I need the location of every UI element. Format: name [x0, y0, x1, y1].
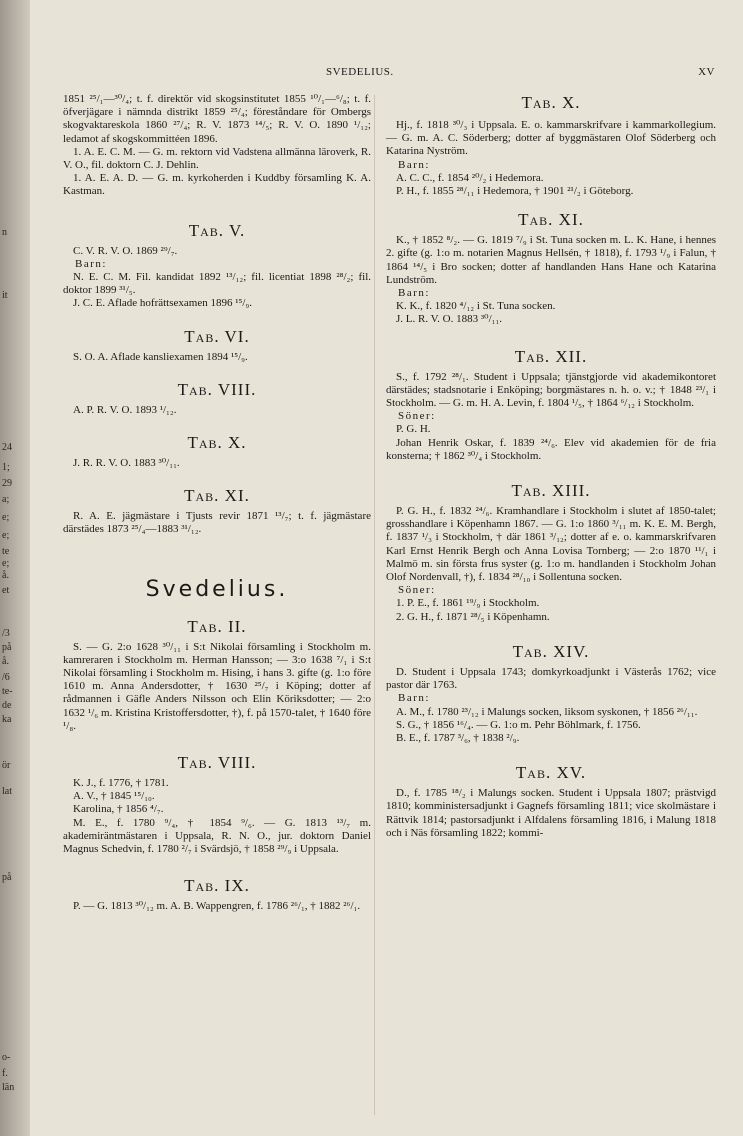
entry-text: S. O. A. Aflade kansliexamen 1894 ¹⁵/₉. [73, 350, 248, 363]
gutter-fragment: e; [2, 512, 10, 523]
column-divider [374, 95, 375, 1115]
entry-text: K., † 1852 ⁸/₂. — G. 1819 ⁷/₉ i St. Tuna socken m. L. K. Hane, i hennes 2. gifte (g. 1:o m. notarien Magnus Hellsén, † 1818), f. 1793 ¹/₉ i Falun, † 1864 ¹⁴/₅ i Bro socken; dotter af handlanden Hans Hane och Katarina Lundström. [386, 234, 716, 286]
children-label: Barn: [75, 257, 107, 270]
tab-heading: Tab. XV. [515, 763, 587, 783]
gutter-fragment: 24 [2, 442, 12, 453]
gutter-fragment: lat [2, 786, 12, 797]
tab-heading: Tab. VI. [184, 326, 250, 346]
gutter-fragment: e; [2, 558, 10, 569]
child-entry: J. L. R. V. O. 1883 ³⁰/₁₁. [396, 313, 503, 326]
gutter-fragment: ka [2, 714, 12, 725]
child-entry: P. G. H. [396, 423, 431, 436]
gutter-fragment: 1; [2, 462, 10, 473]
gutter-fragment: it [2, 290, 8, 301]
tab-heading: Tab. II. [187, 616, 247, 636]
tab-heading: Tab. XI. [518, 210, 584, 230]
entry-text: R. A. E. jägmästare i Tjusts revir 1871 ¹³/₇; t. f. jägmästare därstädes 1873 ²⁵/₄—1883 ³¹/₁₂. [63, 510, 371, 536]
entry-text: Hj., f. 1818 ³⁰/₃ i Uppsala. E. o. kammarskrifvare i kammarkollegium. — G. m. A. C. Söderberg; dotter af byggmästaren Olof Söderberg och Katarina Nyström. [386, 119, 716, 158]
tab-heading: Tab. IX. [184, 876, 250, 896]
entry-text: P. — G. 1813 ³⁰/₁₂ m. A. B. Wappengren, f. 1786 ²⁶/₁, † 1882 ²⁶/₁. [73, 900, 361, 913]
child-entry: K. K., f. 1820 ⁴/₁₂ i St. Tuna socken. [396, 300, 556, 313]
tab-heading: Tab. VIII. [177, 753, 257, 773]
tab-heading: Tab. VIII. [177, 379, 257, 399]
gutter-fragment: et [2, 585, 10, 596]
child-entry: M. E., f. 1780 ⁹/₄, † 1854 ⁹/₆. — G. 1813 ¹³/₇ m. akademiräntmästaren i Uppsala, R. N. O., jur. doktorn Daniel Magnus Schedvin, f. 1780 ²/₇ i Svärdsjö, † 1858 ²⁹/₉ i Uppsala. [63, 816, 371, 856]
child-entry: J. C. E. Aflade hofrättsexamen 1896 ¹⁵/₉. [73, 297, 252, 310]
tab-heading: Tab. XI. [184, 486, 250, 506]
book-page [30, 0, 743, 1136]
children-label: Barn: [398, 287, 430, 300]
gutter-fragment: på [2, 642, 12, 653]
child-entry: Karolina, † 1856 ⁴/₇. [73, 803, 164, 816]
gutter-fragment: /3 [2, 628, 10, 639]
intro-paragraph: 1851 ²⁵/₁—³⁰/₄; t. f. direktör vid skogsinstitutet 1855 ¹⁰/₁—⁶/₈; t. f. öfverjägare i nämnda distrikt 1859 ²⁵/₄; föreståndare för Ombergs skogvaktareskola 1860 ²⁷/₄; R. V. 1873 ¹⁴/₅; R. V. O. 1890 ¹/₁₂; ledamot af skogskommittéen 1896. [63, 93, 371, 145]
gutter-fragment: 29 [2, 478, 12, 489]
sons-label: Söner: [398, 584, 436, 597]
gutter-fragment: de [2, 700, 12, 711]
left-column [63, 93, 371, 914]
family-name-heading: Svedelius. [145, 576, 289, 602]
gutter-fragment: å. [2, 570, 9, 581]
page-header [30, 66, 743, 82]
gutter-fragment: län [2, 1082, 15, 1093]
entry-text: S., f. 1792 ²⁸/₁. Student i Uppsala; tjänstgjorde vid akademikontoret därstädes; stadsnotarie i Enköping; borgmästares n. h. o. v.; † 1848 ²³/₁ i Stockholm. — G. m. H. A. Levin, f. 1804 ¹/₅, † 1864 ⁶/₁₂ i Stockholm. [386, 370, 716, 410]
gutter-fragment: te [2, 546, 10, 557]
entry-text: S. — G. 2:o 1628 ³⁰/₁₁ i S:t Nikolai församling i Stockholm m. kamreraren i Stockholm m. Herman Hansson; — 3:o 1638 ⁷/₁ i S:t Nikolai församling i Stockholm m. Hising, i hans 3. gifte (g. 1:o före 1610 m. Anna Andersdotter, † 1630 ²⁵/₇ i Köping; dotter af rådmannen i Gäfle Anders Nilsson och Elin Köriksdotter; — 2:o 1632 ¹/₆ m. Kristina Kristoffersdotter, †), f. på 1570-talet, † 1640 före ¹/₈. [63, 640, 371, 732]
child-entry: K. J., f. 1776, † 1781. [73, 777, 169, 790]
entry-text: D. Student i Uppsala 1743; domkyrkoadjunkt i Västerås 1762; vice pastor där 1763. [386, 665, 716, 692]
tab-heading: Tab. XIII. [511, 481, 591, 501]
gutter-fragment: å. [2, 656, 9, 667]
children-label: Barn: [398, 692, 430, 705]
right-column [386, 93, 716, 840]
tab-heading: Tab. XIV. [512, 641, 590, 661]
gutter-fragment: a; [2, 494, 10, 505]
gutter-fragment: på [2, 872, 12, 883]
gutter-fragment: f. [2, 1068, 8, 1079]
tab-heading: Tab. XII. [514, 346, 588, 366]
entry-text: P. G. H., f. 1832 ²⁴/₆. Kramhandlare i Stockholm i slutet af 1850-talet; grosshandlare i Köpenhamn 1867. — G. 1:o 1860 ³/₁₁ m. K. E. M. Bergh, f. 1837 ¹/₃ i Stockholm, † där 1861 ³/₁₂; dotter af e. o. kammarskrifvaren Karl Ernst Henrik Bergh och Anna Lovisa Tornberg; — 2:o 1870 ¹¹/₁ i Malmö m. sin första frus syster (g. 1:o m. handlanden i Stockholm Johan Olof Nordenvall, †), f. 1834 ²⁸/₁₀ i Sollentuna socken. [386, 505, 716, 584]
gutter-fragment: o- [2, 1052, 11, 1063]
gutter-fragment: te- [2, 686, 13, 697]
tab-heading: Tab. X. [521, 93, 581, 112]
entry-text: A. P. R. V. O. 1893 ¹/₁₂. [73, 403, 177, 416]
children-label: Barn: [398, 158, 430, 171]
child-entry: P. H., f. 1855 ²⁸/₁₁ i Hedemora, † 1901 ²¹/₂ i Göteborg. [396, 185, 634, 198]
left-page-gutter [0, 0, 30, 1136]
child-entry: 2. G. H., f. 1871 ²⁸/₅ i Köpenhamn. [396, 610, 550, 623]
child-entry: A. M., f. 1780 ²³/₁₂ i Malungs socken, liksom syskonen, † 1856 ²⁶/₁₁. [396, 705, 698, 718]
sons-label: Söner: [398, 410, 436, 423]
child-entry: S. G., † 1856 ¹⁶/₄. — G. 1:o m. Pehr Böhlmark, f. 1756. [396, 718, 641, 731]
running-title: SVEDELIUS. [326, 66, 394, 78]
gutter-fragment: e; [2, 530, 10, 541]
child-entry: Johan Henrik Oskar, f. 1839 ²⁴/₆. Elev vid akademien för de fria konsterna; † 1862 ³⁰/₄ i Stockholm. [386, 436, 716, 462]
tab-heading: Tab. V. [188, 220, 246, 240]
entry-text: C. V. R. V. O. 1869 ²⁹/₇. [73, 244, 178, 257]
intro-paragraph: 1. A. E. C. M. — G. m. rektorn vid Vadstena allmänna läroverk, R. V. O., fil. doktorn C. J. Dehlin. [63, 145, 371, 172]
child-entry: A. V., † 1845 ¹⁵/₁₀. [73, 790, 155, 803]
gutter-fragment: ör [2, 760, 11, 771]
child-entry: A. C. C., f. 1854 ²⁰/₂ i Hedemora. [396, 171, 544, 184]
child-entry: N. E. C. M. Fil. kandidat 1892 ¹³/₁₂; fil. licentiat 1898 ²⁸/₂; fil. doktor 1899 ³¹/₅. [63, 271, 371, 297]
tab-heading: Tab. X. [187, 433, 247, 453]
page-number: XV [698, 66, 715, 78]
intro-paragraph: 1. A. E. A. D. — G. m. kyrkoherden i Kuddby församling K. A. Kastman. [63, 172, 371, 198]
entry-text: J. R. R. V. O. 1883 ³⁰/₁₁. [73, 457, 180, 470]
child-entry: 1. P. E., f. 1861 ¹⁹/₉ i Stockholm. [396, 597, 540, 610]
entry-text: D., f. 1785 ¹⁸/₂ i Malungs socken. Student i Uppsala 1807; prästvigd 1810; komministersadjunkt i Gagnefs församling 1811; vice skolmästare i Rättvik 1814; pastorsadjunkt i Alfdalens församling 1816, i Malung 1818 och i Näs församling 1822; kommi- [386, 787, 716, 839]
gutter-fragment: n [2, 227, 7, 238]
gutter-fragment: /6 [2, 672, 10, 683]
child-entry: B. E., f. 1787 ³/₆, † 1838 ²/₉. [396, 731, 520, 744]
